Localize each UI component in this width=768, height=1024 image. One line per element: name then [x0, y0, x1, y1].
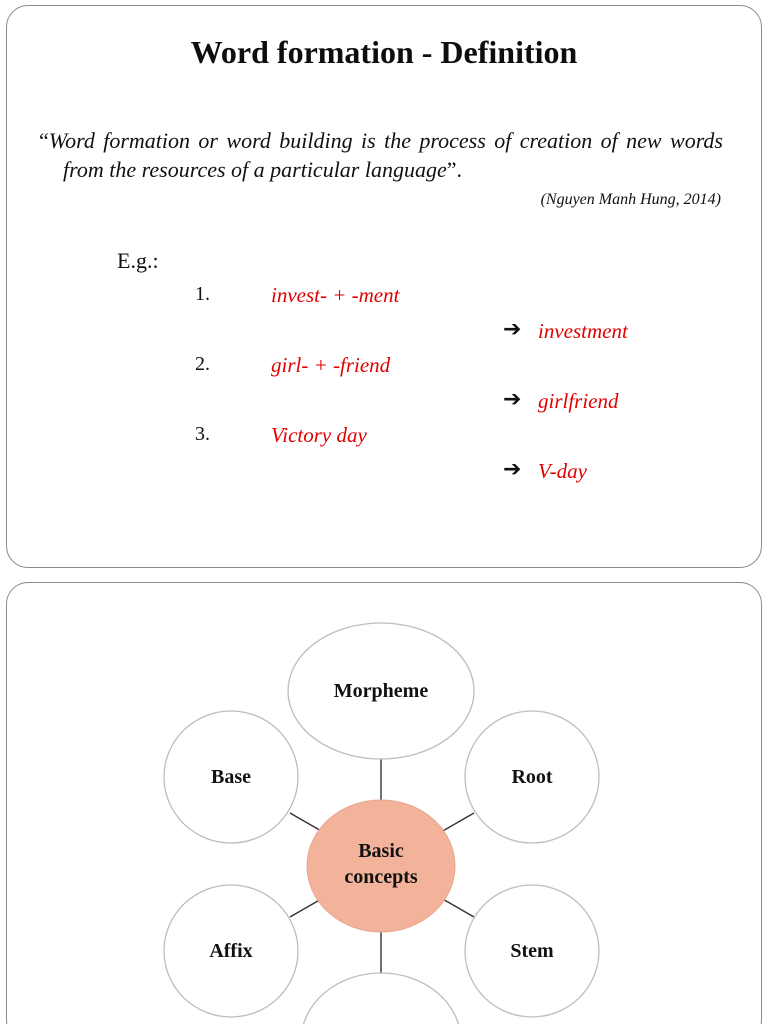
node-label: Stem	[510, 940, 554, 962]
node-label: Morpheme	[333, 680, 429, 702]
example-result: girlfriend	[538, 389, 619, 413]
open-quote-mark: “	[39, 128, 49, 153]
concepts-diagram	[7, 583, 763, 1024]
connector-line	[441, 898, 474, 917]
arrow-right-icon: ➔	[503, 317, 522, 342]
connector-line	[290, 813, 323, 832]
example-result: investment	[538, 319, 628, 343]
node-stem	[465, 885, 599, 1017]
definition-slide	[6, 5, 762, 568]
concepts-slide	[6, 582, 762, 1024]
node-label: Root	[511, 766, 553, 788]
node-base	[164, 711, 298, 843]
close-quote-mark: ”.	[446, 157, 463, 182]
example-input: girl- + -friend	[271, 353, 391, 377]
example-number: 3.	[195, 423, 210, 445]
example-number: 1.	[195, 283, 210, 305]
connector-line	[441, 813, 474, 832]
node-morpheme	[288, 623, 474, 759]
arrow-right-icon: ➔	[503, 457, 522, 482]
citation: (Nguyen Manh Hung, 2014)	[540, 191, 721, 208]
node-affix	[164, 885, 298, 1017]
node-root	[465, 711, 599, 843]
example-input: Victory day	[271, 423, 367, 447]
definition-quote	[39, 126, 723, 184]
quote-text: Word formation or word building is the process of creation of new words from the resources of a particular language	[48, 128, 723, 182]
node-bottom	[301, 973, 461, 1024]
node-label: Base	[211, 766, 251, 788]
slide-title: Word formation - Definition	[190, 34, 578, 70]
example-number: 2.	[195, 353, 210, 375]
example-result: V-day	[538, 459, 587, 483]
center-label-line1: Basic	[358, 840, 404, 862]
center-label-line2: concepts	[344, 866, 418, 888]
example-label: E.g.:	[117, 248, 159, 273]
example-input: invest- + -ment	[271, 283, 400, 307]
node-label: Affix	[209, 940, 253, 962]
arrow-right-icon: ➔	[503, 387, 522, 412]
node-center	[307, 800, 455, 932]
